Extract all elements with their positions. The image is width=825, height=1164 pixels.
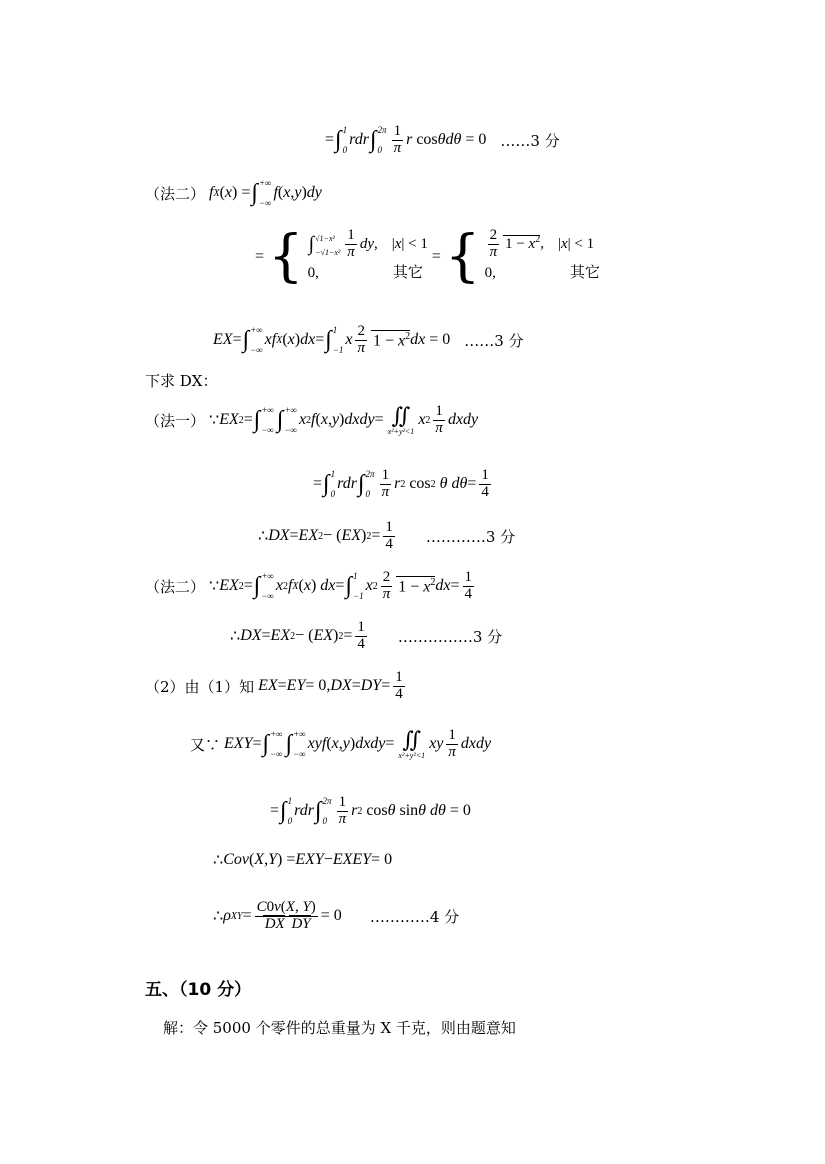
method-label: （法一） xyxy=(145,411,206,430)
equation-result: = 0 xyxy=(449,802,471,820)
equation-line-3: = { ∫ √1−x² −√1−x² $\frac{1}{\pi}$ dy , |x| < 1 0, 其它 = { $\frac{2}{\pi}$ $1 - x^2$, |x| < 1 0, 其它 xyxy=(255,224,600,289)
part2-label: （2）由（1）知 xyxy=(145,677,255,696)
section-heading: 五、（10 分） xyxy=(145,980,252,1000)
case-other-2: 其它 xyxy=(569,264,600,281)
method-label: （法二） xyxy=(145,184,206,203)
equation-line-7: = ∫ 1 0 rdr ∫ 2π 0 $\frac{1}{\pi}$ r 2 cos 2 θ dθ = $\frac{1}{4}$ xyxy=(313,467,489,500)
equation-line-13: = ∫ 1 0 rdr ∫ 2π 0 $\frac{1}{\pi}$ r 2 cos θ sin θ dθ = 0 xyxy=(270,794,471,827)
case-other: 其它 xyxy=(392,264,423,281)
score-mark: ……3 分 xyxy=(464,331,524,350)
score-mark: …………4 分 xyxy=(369,907,460,926)
section-body: 解：令 5000 个零件的总重量为 X 千克，则由题意知 xyxy=(163,1019,516,1037)
case-zero: 0, xyxy=(307,264,319,281)
again-label: 又∵ xyxy=(190,735,221,754)
score-mark: …………3 分 xyxy=(425,527,516,546)
case-zero-2: 0, xyxy=(484,264,496,281)
equation-line-14: ∴ Cov ( X , Y ) = EXY − EXEY = 0 xyxy=(213,851,393,869)
equation-line-15: ∴ ρ XY = $\frac{C0v(X, Y)}{\text{DX DY}}$ = 0 …………4 分 xyxy=(213,899,460,932)
equation-line-12: 又∵ EXY = ∫ +∞ −∞ ∫ +∞ −∞ xyf ( x , y ) dxdy = ∬ x²+y²<1 xy $\frac{1}{\pi}$ dxdy xyxy=(190,726,492,760)
score-mark: ……3 分 xyxy=(500,131,560,150)
subheading-dx: 下求 DX： xyxy=(145,372,218,390)
method-label: （法二） xyxy=(145,577,206,596)
equation-line-9: （法二） ∵ EX 2 = ∫ +∞ −∞ x 2 f X ( x ) dx = ∫ 1 −1 x 2 $\frac{2}{\pi}$ $1 - x^2$ dx = $\frac{1}{4}$ xyxy=(145,569,472,602)
equation-line-8: ∴ DX = EX 2 − ( EX ) 2 = $\frac{1}{4}$ …………3 分 xyxy=(258,519,516,552)
score-mark: ……………3 分 xyxy=(397,627,503,646)
equation-line-6: （法一） ∵ EX 2 = ∫ +∞ −∞ ∫ +∞ −∞ x 2 f ( x , y ) dxdy = ∬ x²+y²<1 x 2 $\frac{1}{\pi}$ dxdy xyxy=(145,402,479,436)
equation-line-2: （法二） f X ( x ) = ∫ +∞ −∞ f ( x , y ) dy xyxy=(145,178,322,208)
equation-result: = 0 xyxy=(429,331,451,349)
equation-line-11: （2）由（1）知 EX = EY = 0, DX = DY = $\frac{1}{4}$ xyxy=(145,669,403,702)
equation-result: = 0 xyxy=(465,131,487,149)
equation-line-1: = ∫ 1 0 rdr ∫ 2π 0 $\frac{1}{\pi}$ r cos θdθ = 0 ……3 分 xyxy=(325,123,560,156)
equation-line-10: ∴ DX = EX 2 − ( EX ) 2 = $\frac{1}{4}$ ……………3 分 xyxy=(230,619,503,652)
equation-line-4: EX = ∫ +∞ −∞ xf X ( x ) dx = ∫ 1 −1 x $\frac{2}{\pi}$ $1 - x^2$ dx = 0 ……3 分 xyxy=(213,323,524,356)
